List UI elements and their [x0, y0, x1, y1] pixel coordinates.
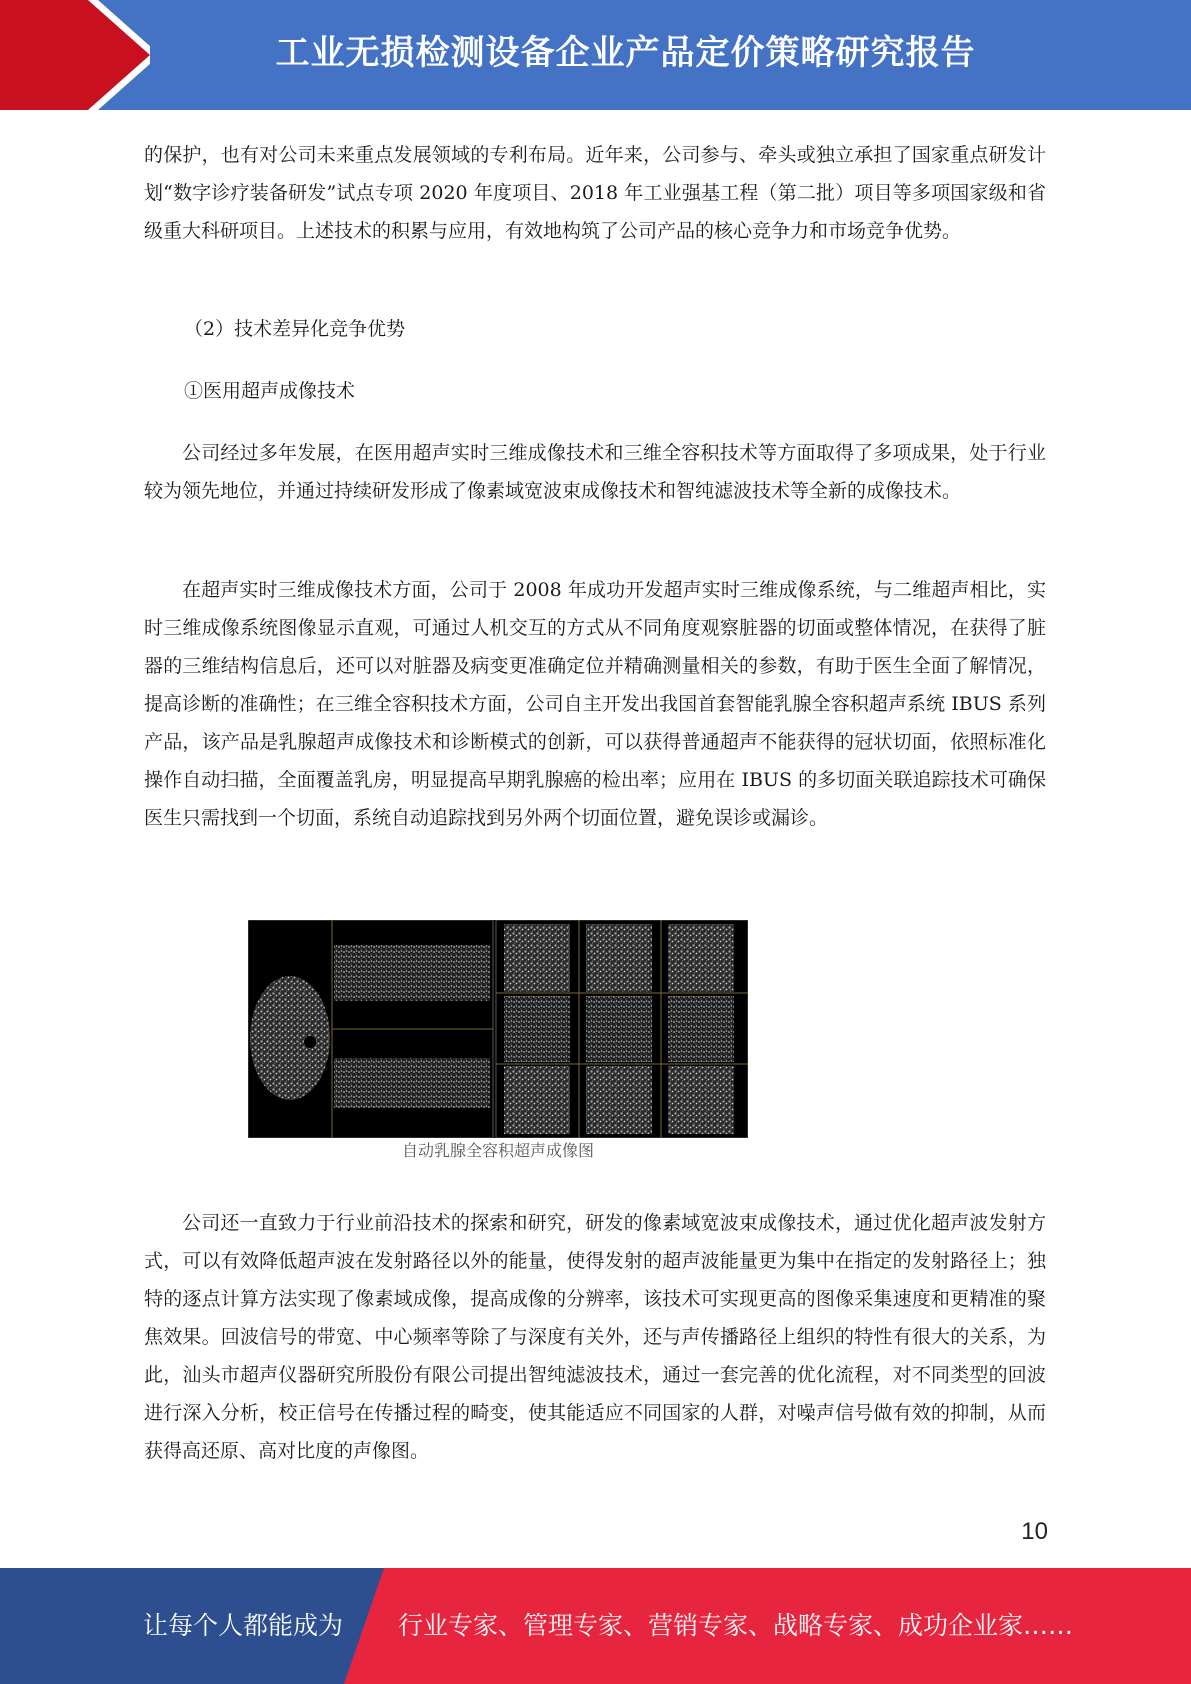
section-heading: （2）技术差异化竞争优势: [184, 318, 406, 340]
paragraph-1: 的保护，也有对公司未来重点发展领域的专利布局。近年来，公司参与、牵头或独立承担了国家重点研发计划“数字诊疗装备研发”试点专项 2020 年度项目、2018 年工业强基工程（第二批）项目等多项国家级和省级重大科研项目。上述技术的积累与应用，有效地构筑了公司产品的核心竞争力和市场竞争优势。: [144, 144, 1046, 242]
report-title: 工业无损检测设备企业产品定价策略研究报告: [275, 33, 976, 73]
section-heading-block: [144, 310, 1046, 348]
subsection-heading-block: [144, 372, 1046, 410]
page-number: 10: [1021, 1518, 1048, 1545]
subsection-heading: ①医用超声成像技术: [184, 380, 356, 402]
body-text-block-1: [144, 136, 1046, 250]
paragraph-4: 公司还一直致力于行业前沿技术的探索和研究，研发的像素域宽波束成像技术，通过优化超声波发射方式，可以有效降低超声波在发射路径以外的能量，使得发射的超声波能量更为集中在指定的发射路径上；独特的逐点计算方法实现了像素域成像，提高成像的分辨率，该技术可实现更高的图像采集速度和更精准的聚焦效果。回波信号的带宽、中心频率等除了与深度有关外，还与声传播路径上组织的特性有很大的关系，为此，汕头市超声仪器研究所股份有限公司提出智纯滤波技术，通过一套完善的优化流程，对不同类型的回波进行深入分析，校正信号在传播过程的畸变，使其能适应不同国家的人群，对噪声信号做有效的抑制，从而获得高还原、高对比度的声像图。: [144, 1212, 1046, 1462]
figure-caption: 自动乳腺全容积超声成像图: [401, 1141, 594, 1160]
paragraph-2: 公司经过多年发展，在医用超声实时三维成像技术和三维全容积技术等方面取得了多项成果，处于行业较为领先地位，并通过持续研发形成了像素域宽波束成像技术和智纯滤波技术等全新的成像技术。: [144, 442, 1046, 502]
page-header: [0, 0, 1191, 110]
body-text-block-2: [144, 434, 1046, 510]
footer-slogan-left: 让每个人都能成为: [143, 1611, 344, 1640]
ultrasound-figure: [248, 920, 748, 1138]
thumbnail-grid: [504, 924, 734, 1134]
body-text-block-3: [144, 571, 1046, 837]
page-footer: [0, 1568, 1191, 1684]
paragraph-3: 在超声实时三维成像技术方面，公司于 2008 年成功开发超声实时三维成像系统，与二维超声相比，实时三维成像系统图像显示直观，可通过人机交互的方式从不同角度观察脏器的切面或整体情况，在获得了脏器的三维结构信息后，还可以对脏器及病变更准确定位并精确测量相关的参数，有助于医生全面了解情况，提高诊断的准确性；在三维全容积技术方面，公司自主开发出我国首套智能乳腺全容积超声系统 IBUS 系列产品，该产品是乳腺超声成像技术和诊断模式的创新，可以获得普通超声不能获得的冠状切面，依照标准化操作自动扫描，全面覆盖乳房，明显提高早期乳腺癌的检出率；应用在 IBUS 的多切面关联追踪技术可确保医生只需找到一个切面，系统自动追踪找到另外两个切面位置，避免误诊或漏诊。: [144, 579, 1046, 829]
footer-slogan-right: 行业专家、管理专家、营销专家、战略专家、成功企业家……: [398, 1611, 1074, 1640]
body-text-block-4: [144, 1204, 1046, 1470]
